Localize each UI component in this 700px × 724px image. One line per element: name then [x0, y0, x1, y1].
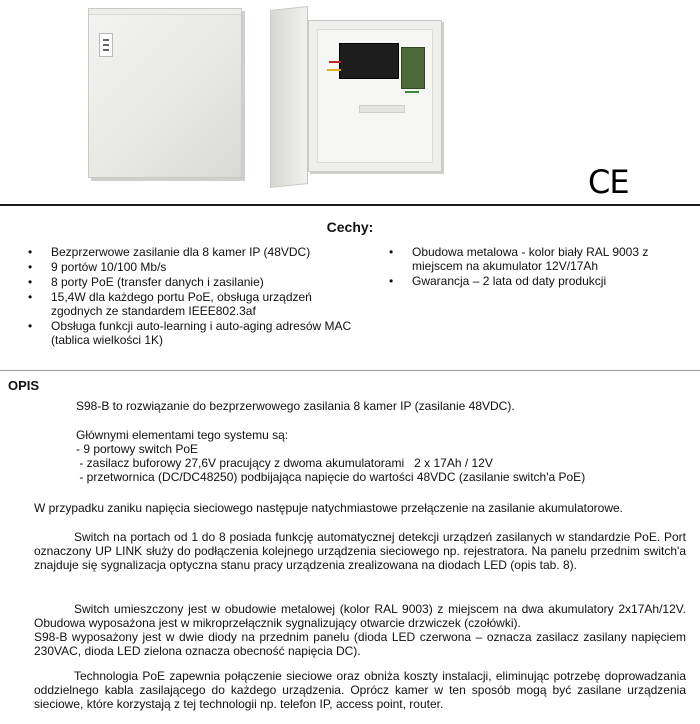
poe-paragraph: Technologia PoE zapewnia połączenie sieciowe oraz obniża koszty instalacji, eliminując potrzebę doprowadzania oddzielnego kabla zasilającego do każdego urządzenia. Oprócz kamer w ten sposób mogą być zasilane urządzenia sieciowe, które korzystają z tej technologii np. telefon IP, access point, router. — [34, 669, 686, 711]
section-divider — [0, 370, 700, 371]
product-images — [0, 0, 700, 200]
red-wire — [329, 61, 341, 63]
feature-item: • 9 portów 10/100 Mb/s — [25, 260, 365, 274]
enclosure-label-sticker — [99, 33, 113, 57]
housing-paragraph — [34, 602, 686, 658]
circuit-board — [401, 47, 425, 89]
enclosure-door — [270, 6, 308, 188]
yellow-wire — [327, 69, 341, 71]
feature-item: • Gwarancja – 2 lata od daty produkcji — [386, 274, 686, 288]
top-divider — [0, 204, 700, 206]
open-enclosure-image — [270, 6, 442, 182]
feature-item: • 15,4W dla każdego portu PoE, obsługa urządzeń zgodnych ze standardem IEEE802.3af — [25, 290, 365, 318]
closed-enclosure-image — [88, 8, 242, 178]
power-supply-module — [339, 43, 399, 79]
features-title: Cechy: — [326, 219, 374, 235]
elements-title: Głównymi elementami tego systemu są: — [76, 428, 289, 442]
description-intro: S98-B to rozwiązanie do bezprzerwowego zasilania 8 kamer IP (zasilanie 48VDC). — [76, 399, 515, 413]
feature-item: • Obudowa metalowa - kolor biały RAL 9003 z miejscem na akumulator 12V/17Ah — [386, 245, 686, 273]
element-item: - zasilacz buforowy 27,6V pracujący z dwoma akumulatorami 2 x 17Ah / 12V — [76, 456, 493, 470]
battery-bracket — [359, 105, 405, 113]
green-wire — [405, 91, 419, 93]
feature-item: • Bezprzerwowe zasilanie dla 8 kamer IP (48VDC) — [25, 245, 365, 259]
description-heading: OPIS — [8, 378, 40, 393]
element-item: - 9 portowy switch PoE — [76, 442, 199, 456]
features-list-right — [386, 245, 686, 289]
led-text: S98-B wyposażony jest w dwie diody na przednim panelu (dioda LED czerwona – oznacza zasilacz zasilany napięciem 230VAC, dioda LED zielona oznacza obecność napięcia DC). — [34, 630, 686, 658]
ce-mark-icon: CE — [588, 163, 629, 201]
enclosure-cabinet — [308, 20, 442, 172]
feature-item: • 8 porty PoE (transfer danych i zasilanie) — [25, 275, 365, 289]
system-elements — [76, 428, 676, 484]
element-item: - przetwornica (DC/DC48250) podbijająca napięcie do wartości 48VDC (zasilanie switch'a PoE) — [76, 470, 586, 484]
enclosure-top-edge — [89, 9, 241, 15]
switch-paragraph: Switch na portach od 1 do 8 posiada funkcję automatycznej detekcji urządzeń zasilanych w standardzie PoE. Port oznaczony UP LINK służy do podłączenia kolejnego urządzenia sieciowego np. rejestratora. Na panelu przednim switch'a znajduje się sygnalizacja optyczna stanu pracy urządzenia zrealizowana na diodach LED (opis tab. 8). — [34, 530, 686, 572]
feature-item: • Obsługa funkcji auto-learning i auto-aging adresów MAC (tablica wielkości 1K) — [25, 319, 365, 347]
housing-text: Switch umieszczony jest w obudowie metalowej (kolor RAL 9003) z miejscem na dwa akumulatory 2x17Ah/12V. Obudowa wyposażona jest w mikroprzełącznik sygnalizujący otwarcie drzwiczek (czołówki). — [34, 602, 686, 630]
battery-switch-paragraph: W przypadku zaniku napięcia sieciowego następuje natychmiastowe przełączenie na zasilanie akumulatorowe. — [34, 501, 623, 515]
features-list-left — [25, 245, 365, 348]
